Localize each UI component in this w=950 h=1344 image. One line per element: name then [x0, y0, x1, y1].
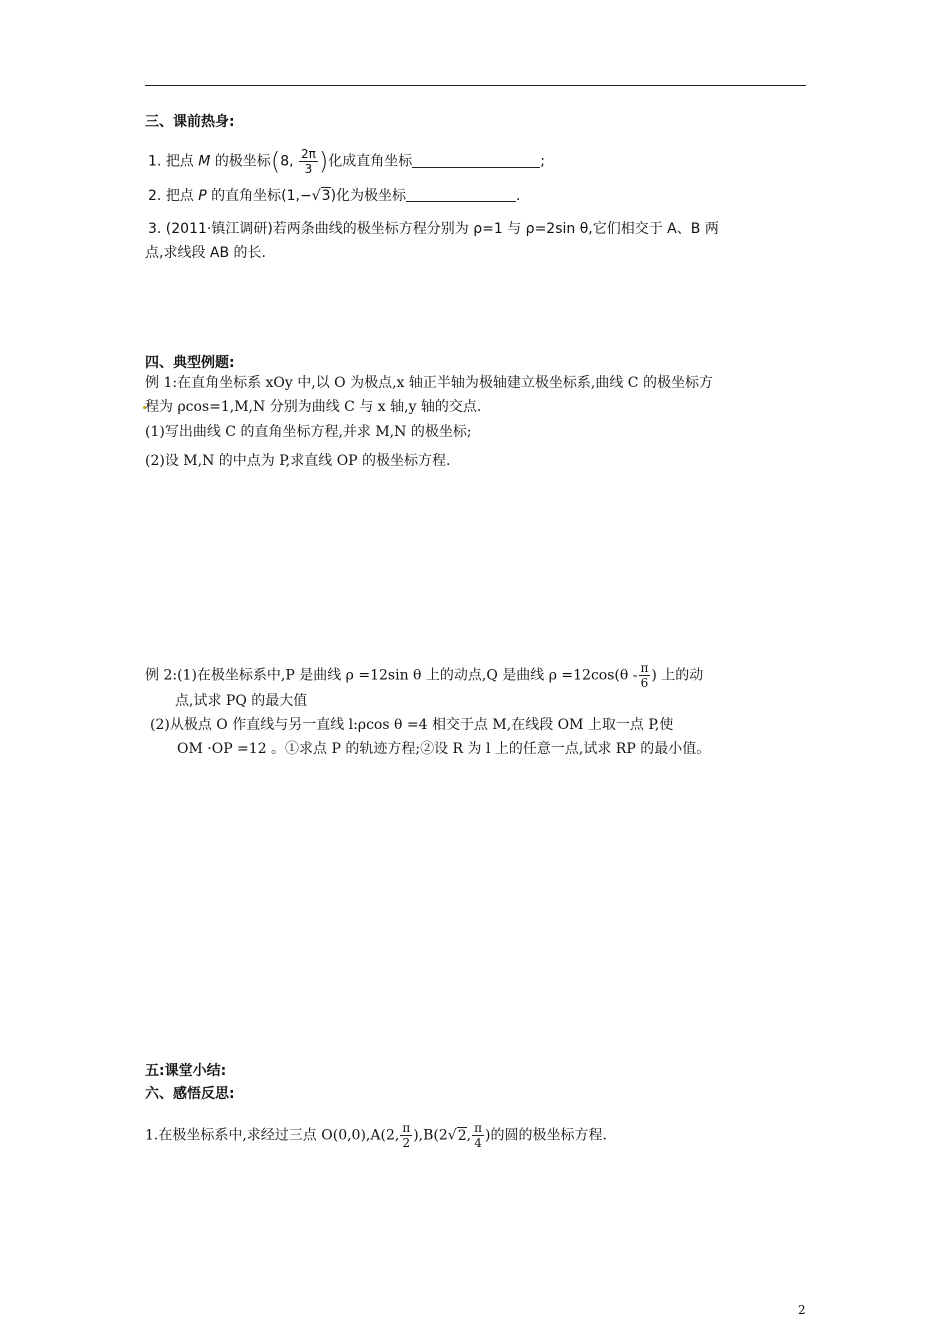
answer-blank [406, 187, 516, 202]
fraction: $\frac{\pi}{2}$ [402, 1121, 411, 1150]
header-rule [145, 85, 806, 86]
example2-part2-line1: (2)从极点 O 作直线与另一直线 l:ρcos θ =4 相交于点 M,在线段 OM 上取一点 P,使 [150, 717, 674, 733]
example1-part1: (1)写出曲线 C 的直角坐标方程,并求 M,N 的极坐标; [145, 424, 472, 440]
example2-line2: 点,试求 PQ 的最大值 [175, 693, 308, 709]
example1-line1: 例 1:在直角坐标系 xOy 中,以 O 为极点,x 轴正半轴为极轴建立极坐标系,曲线 C 的极坐标方 [145, 375, 713, 391]
section5-title: 五:课堂小结: [145, 1063, 227, 1079]
reflection-question-1: 1.在极坐标系中,求经过三点 O(0,0),A(2, $\frac{\pi}{2}$ ),B(2√2, $\frac{\pi}{4}$ )的圆的极坐标方程. [145, 1121, 607, 1150]
answer-blank [412, 153, 540, 168]
example1-line2: 程为 ρcos=1,M,N 分别为曲线 C 与 x 轴,y 轴的交点. [145, 399, 482, 415]
fraction: $\frac{2\pi}{3}$ [301, 147, 316, 176]
section6-title: 六、感悟反思: [145, 1086, 235, 1102]
warmup-question-3-line2: 点,求线段 AB 的长. [145, 245, 266, 261]
fraction: $\frac{\pi}{6}$ [640, 661, 649, 690]
fraction: $\frac{\pi}{4}$ [474, 1121, 482, 1150]
example2-part2-line2: OM ·OP =12 。①求点 P 的轨迹方程;②设 R 为 l 上的任意一点,试求 RP 的最小值。 [177, 741, 711, 757]
section3-title: 三、课前热身: [145, 114, 235, 130]
warmup-question-3-line1: 3. (2011·镇江调研)若两条曲线的极坐标方程分别为 ρ=1 与 ρ=2sin θ,它们相交于 A、B 两 [148, 221, 719, 237]
page-number: 2 [798, 1303, 806, 1317]
example2-line1: 例 2:(1)在极坐标系中,P 是曲线 ρ =12sin θ 上的动点,Q 是曲线 ρ =12cos(θ - $\frac{\pi}{6}$ ) 上的动 [145, 661, 704, 690]
warmup-question-1: 1. 把点 M 的极坐标(8, $\frac{2\pi}{3}$ )化成直角坐标 ; [148, 147, 545, 176]
section4-title: 四、典型例题: [145, 355, 235, 371]
example1-part2: (2)设 M,N 的中点为 P,求直线 OP 的极坐标方程. [145, 453, 451, 469]
warmup-question-2: 2. 把点 P 的直角坐标(1,−√3)化为极坐标 . [148, 188, 521, 204]
